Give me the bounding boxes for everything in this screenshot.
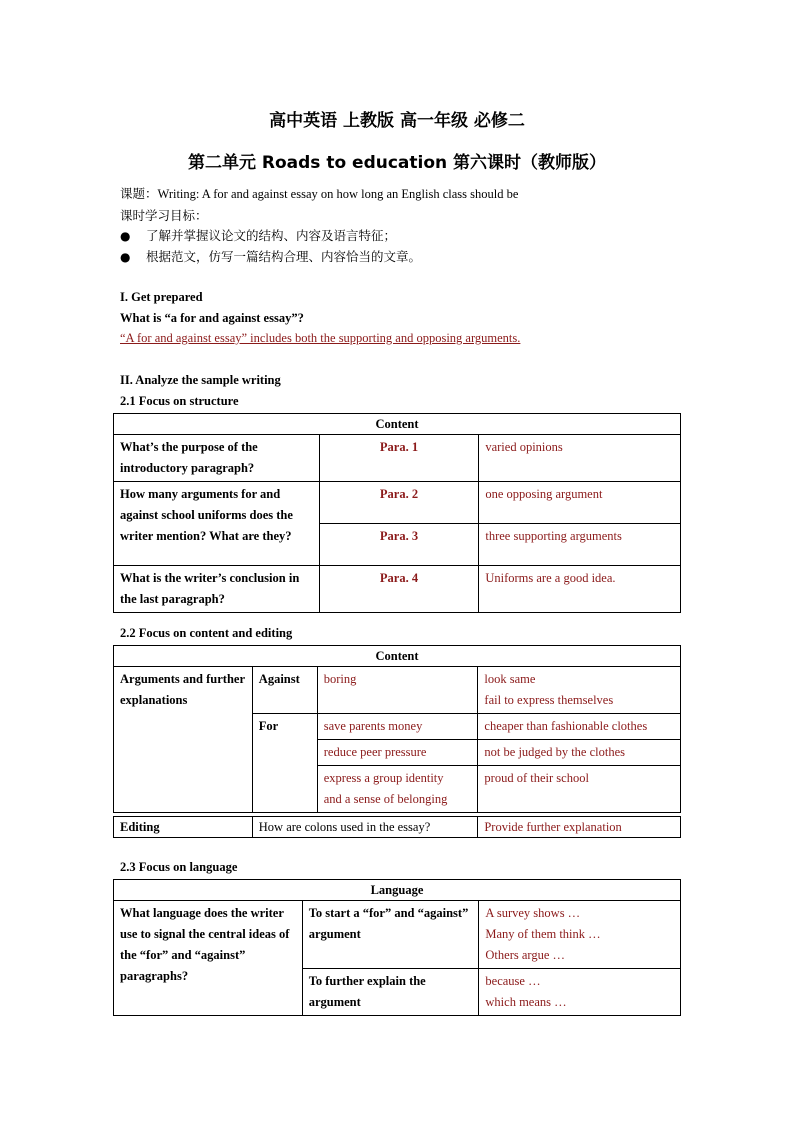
bullet-icon: ● (120, 250, 131, 264)
objective-item (120, 226, 396, 244)
objectives-label: 课时学习目标： (120, 208, 208, 223)
para-cell: Para. 3 (319, 524, 479, 566)
table-row (114, 817, 681, 838)
phrase: A survey shows … (485, 906, 581, 920)
argument-line: express a group identity (323, 771, 444, 785)
lesson-line (120, 184, 518, 202)
section2-heading: II. Analyze the sample writing (120, 373, 281, 387)
structure-table (113, 413, 681, 613)
phrase: Many of them think … (485, 927, 601, 941)
explanation-cell: cheaper than fashionable clothes (478, 714, 681, 740)
phrase: because … (485, 974, 541, 988)
question-cell: What language does the writer use to signal the central ideas of the “for” and “against” paragraphs? (114, 901, 303, 1016)
start-phrases (479, 901, 681, 969)
argument-cell: reduce peer pressure (317, 740, 478, 766)
section1-answer: “A for and against essay” includes both the supporting and opposing arguments. (120, 331, 521, 345)
argument-line: and a sense of belonging (323, 792, 448, 806)
editing-table (113, 816, 681, 838)
bullet-icon: ● (120, 229, 131, 243)
table-row (114, 435, 681, 482)
explanation-cell (478, 667, 681, 714)
table-header: Language (114, 880, 681, 901)
table-header: Content (114, 414, 681, 435)
question-cell: What is the writer’s conclusion in the last paragraph? (114, 566, 320, 613)
para-cell: Para. 1 (319, 435, 479, 482)
answer-cell: three supporting arguments (479, 524, 681, 566)
section1-heading: I. Get prepared (120, 290, 203, 304)
argument-cell: boring (317, 667, 478, 714)
table-row (114, 901, 681, 969)
table-row (114, 482, 681, 524)
explanation-line: look same (484, 672, 536, 686)
argument-cell (317, 766, 478, 813)
table-row (114, 667, 681, 714)
question-cell: What’s the purpose of the introductory paragraph? (114, 435, 320, 482)
explain-label: To further explain the argument (302, 969, 479, 1016)
table-row (114, 566, 681, 613)
content-table (113, 645, 681, 813)
question-cell: How many arguments for and against school uniforms does the writer mention? What are they? (114, 482, 320, 566)
lesson-label: 课题： (120, 186, 158, 201)
for-label: For (252, 714, 317, 813)
answer-cell: varied opinions (479, 435, 681, 482)
editing-answer: Provide further explanation (478, 817, 681, 838)
objective-item (120, 247, 421, 265)
editing-label: Editing (114, 817, 253, 838)
lesson-text: Writing: A for and against essay on how long an English class should be (157, 187, 519, 201)
explanation-line: fail to express themselves (484, 693, 614, 707)
answer-cell: one opposing argument (479, 482, 681, 524)
phrase: Others argue … (485, 948, 565, 962)
language-heading: 2.3 Focus on language (120, 860, 238, 874)
explanation-cell: not be judged by the clothes (478, 740, 681, 766)
para-cell: Para. 2 (319, 482, 479, 524)
content-heading: 2.2 Focus on content and editing (120, 626, 293, 640)
editing-question: How are colons used in the essay? (252, 817, 478, 838)
argument-cell: save parents money (317, 714, 478, 740)
language-table (113, 879, 681, 1016)
para-cell: Para. 4 (319, 566, 479, 613)
table-header: Content (114, 646, 681, 667)
answer-cell: Uniforms are a good idea. (479, 566, 681, 613)
explanation-cell: proud of their school (478, 766, 681, 813)
objective-text: 根据范文，仿写一篇结构合理、内容恰当的文章。 (146, 249, 422, 264)
objective-text: 了解并掌握议论文的结构、内容及语言特征； (146, 228, 397, 243)
explain-phrases (479, 969, 681, 1016)
section1-question: What is “a for and against essay”? (120, 311, 304, 325)
phrase: which means … (485, 995, 567, 1009)
page-title: 高中英语 上教版 高一年级 必修二 (269, 111, 525, 131)
page-subtitle: 第二单元 Roads to education 第六课时（教师版） (187, 153, 607, 173)
against-label: Against (252, 667, 317, 714)
structure-heading: 2.1 Focus on structure (120, 394, 239, 408)
row-label: Arguments and further explanations (114, 667, 253, 813)
start-label: To start a “for” and “against” argument (302, 901, 479, 969)
